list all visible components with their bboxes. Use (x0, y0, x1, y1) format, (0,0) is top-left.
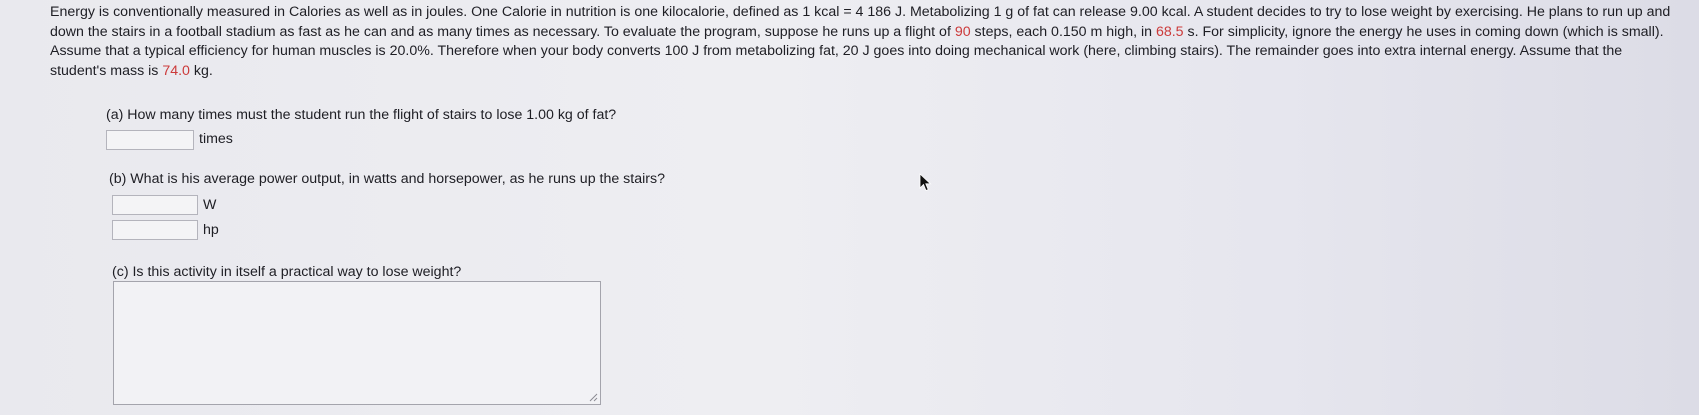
question-c: (c) Is this activity in itself a practical way to lose weight? (112, 264, 462, 280)
practicality-answer-textarea[interactable] (113, 281, 601, 405)
steps-value: 90 (954, 23, 971, 40)
mass-value: 74.0 (162, 62, 190, 79)
time-value: 68.5 (1155, 23, 1184, 40)
hp-unit-label: hp (203, 222, 219, 238)
resize-grip-icon[interactable] (588, 392, 598, 402)
problem-statement (50, 3, 1675, 81)
hp-answer-input[interactable] (112, 220, 198, 240)
question-a: (a) How many times must the student run the flight of stairs to lose 1.00 kg of fat? (106, 107, 617, 123)
intro-text: steps, each 0.150 m high, in (970, 23, 1156, 40)
intro-text: Energy is conventionally measured in Calories as well as in joules. One Calorie in nutrition is one kilocalorie, defined as 1 kcal = 4 186 J. Metabolizing 1 g of fat can release 9.00 kcal. A student decides to try to lose weight by exercising. He plans to run up and down the stairs in a football stadium as fast as he can and as many times as necessary. To evaluate the program, suppose he runs up a flight of (50, 4, 1671, 40)
times-answer-input[interactable] (106, 130, 194, 150)
intro-text: s. For simplicity, ignore the energy he uses in coming down (which is small). Assume that a typical efficiency for human muscles is 20.0%. Therefore when your body converts 100 J from metabolizing fat, 20 J goes into doing mechanical work (here, climbing stairs). The remainder goes into extra internal energy. Assume that the student's mass is (50, 23, 1664, 79)
mouse-pointer-icon (919, 173, 933, 193)
question-b: (b) What is his average power output, in watts and horsepower, as he runs up the stairs? (109, 171, 665, 187)
intro-text: kg. (189, 62, 213, 79)
watts-answer-input[interactable] (112, 195, 198, 215)
watts-unit-label: W (203, 197, 217, 213)
times-unit-label: times (199, 131, 233, 147)
